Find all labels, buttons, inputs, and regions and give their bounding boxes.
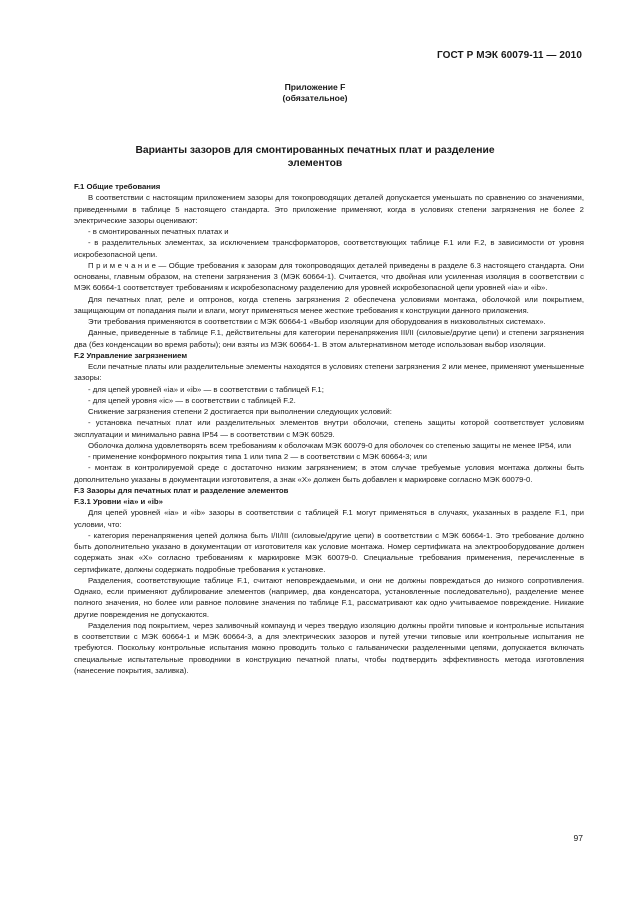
- paragraph: - применение конформного покрытия типа 1 или типа 2 — в соответствии с МЭК 60664-3; или: [88, 452, 428, 461]
- standard-designation: ГОСТ Р МЭК 60079-11 — 2010: [436, 50, 582, 61]
- paragraph: В соответствии с настоящим приложением зазоры для токопроводящих деталей допускается уменьшать по сравнению со значениями, приведенными в таблице 5 настоящего стандарта. Это приложение применяют, когда в условиях степени загрязнения не более 2 электрические зазоры оценивают:: [74, 193, 584, 225]
- annex-body: [74, 181, 584, 676]
- paragraph: Разделения под покрытием, через заливочный компаунд и через твердую изоляцию должны пройти типовые и контрольные испытания в соответствии с МЭК 60664-1 и МЭК 60664-3, а для электрических зазоров и путей утечки типовые или контрольные испытания не требуются. Поскольку контрольные испытания можно проводить только с гальванически разделенными цепями, допускается включать специальные испытательные проводники в конструкцию печатной платы, чтобы подтвердить эффективность метода изготовления (нанесение покрытия, заливка).: [74, 620, 584, 675]
- annex-name: Приложение F: [284, 82, 346, 92]
- section-heading: F.1 Общие требования: [74, 182, 161, 191]
- list-item: - в смонтированных печатных платах и: [88, 227, 229, 236]
- paragraph: - категория перенапряжения цепей должна быть I/II/III (силовые/другие цепи) в соответствии с МЭК 60664-1. Это требование должно быть дополнительно указано в документации от изготовителя как условие монтажа. Номер сертификата на электрооборудование должен содержать знак «X» согласно требованиям к маркировке МЭК 60079-0. Специальные требования применения, перечисленные в сертификате, должны содержать подробные требования к установке.: [74, 530, 584, 574]
- paragraph: Для печатных плат, реле и оптронов, когда степень загрязнения 2 обеспечена условиями монтажа, оболочкой или покрытием, защищающим от попадания пыли и влаги, могут применяться менее жесткие требования к конструкции данного приложения.: [74, 294, 584, 315]
- list-item: - для цепей уровня «ic» — в соответствии с таблицей F.2.: [88, 395, 296, 405]
- annex-heading: [0, 82, 630, 104]
- section-heading: F.3 Зазоры для печатных плат и разделение элементов: [74, 485, 289, 495]
- list-item: - для цепей уровней «ia» и «ib» — в соответствии с таблицей F.1;: [88, 384, 324, 394]
- paragraph: Оболочка должна удовлетворять всем требованиям к оболочкам МЭК 60079-0 для оболочек со степенью защиты не менее IP54, или: [88, 440, 572, 450]
- paragraph: - монтаж в контролируемой среде с достаточно низким загрязнением; в этом случае требуемые условия монтажа должны быть дополнительно указаны в документации изготовителя, а знак «X» должен быть добавлен к маркировке согласно МЭК 60079-0.: [74, 463, 584, 484]
- annex-title: [110, 144, 520, 170]
- annex-title-line-2: элементов: [287, 158, 343, 169]
- page-number: 97: [573, 833, 583, 843]
- paragraph: Для цепей уровней «ia» и «ib» зазоры в соответствии с таблицей F.1 могут применяться в случаях, указанных в разделе F.1, при условии, что:: [74, 508, 584, 529]
- section-heading: F.3.1 Уровни «ia» и «ib»: [74, 497, 163, 506]
- section-heading: F.2 Управление загрязнением: [74, 350, 188, 360]
- paragraph: - установка печатных плат или разделительных элементов внутри оболочки, степень защиты которой соответствует условиям эксплуатации и минимально равна IP54 — в соответствии с МЭК 60529.: [74, 418, 584, 439]
- paragraph: Если печатные платы или разделительные элементы находятся в условиях степени загрязнения 2 или менее, применяют уменьшенные зазоры:: [74, 362, 584, 383]
- paragraph: Данные, приведенные в таблице F.1, действительны для категории перенапряжения III/II (силовые/другие цепи) и степени загрязнения два (без конденсации во время работы); они взяты из МЭК 60664-1. В этом альтернативном методе использован выбор изоляции.: [74, 328, 584, 349]
- paragraph: П р и м е ч а н и е — Общие требования к зазорам для токопроводящих деталей приведены в разделе 6.3 настоящего стандарта. Они основаны, главным образом, на степени загрязнения 3 (МЭК 60664-1). Считается, что двойная или усиленная изоляция в соответствии с МЭК 60664-1 соответствует требованиям к искробезопасному разделению для уровней искробезопасной цепи уровней «ia» и «ib».: [74, 260, 584, 293]
- paragraph: Эти требования применяются в соответствии с МЭК 60664-1 «Выбор изоляции для оборудования в низковольтных системах».: [88, 317, 546, 326]
- paragraph: Снижение загрязнения степени 2 достигается при выполнении следующих условий:: [88, 407, 392, 416]
- list-item: - в разделительных элементах, за исключением трансформаторов, соответствующих таблице F.1 или F.2, в зависимости от уровня искробезопасной цепи.: [74, 238, 584, 259]
- annex-status: (обязательное): [282, 93, 348, 103]
- annex-title-line-1: Варианты зазоров для смонтированных печатных плат и разделение: [135, 145, 495, 156]
- paragraph: Разделения, соответствующие таблице F.1, считают неповреждаемыми, и они не должны повреждаться до низкого сопротивления. Однако, если применяют дублирование элементов (например, два конденсатора, установленные последовательно), разделение менее полного значения, но более или равное половине значения по таблице F.1, рассматривают как одно учитываемое повреждение. Никакие другие повреждения не допускаются.: [74, 575, 584, 619]
